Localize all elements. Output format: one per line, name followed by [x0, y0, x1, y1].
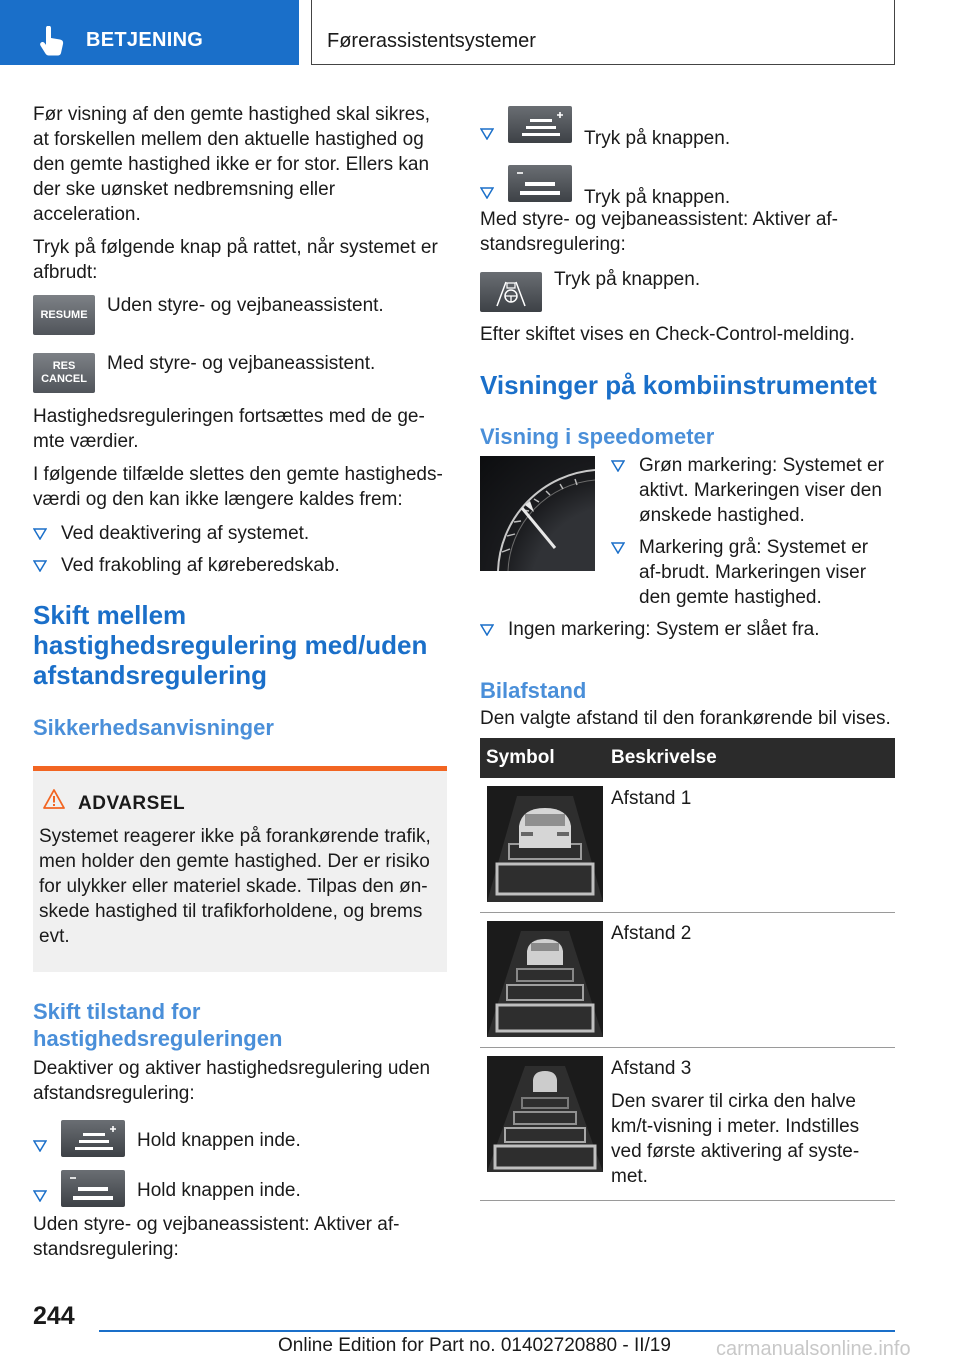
car-distance-2-icon	[487, 921, 603, 1037]
distance-1-desc: Afstand 1	[611, 778, 895, 913]
distance-2-symbol	[480, 913, 611, 1048]
triangle-bullet-icon	[480, 128, 494, 140]
car-distance-1-icon	[487, 786, 603, 902]
col-symbol-header: Symbol	[480, 738, 611, 778]
warning-triangle-icon	[43, 789, 65, 809]
press-row-1	[480, 106, 895, 151]
paragraph: Hastighedsreguleringen fortsættes med de ge-mte værdier.	[33, 406, 425, 452]
paragraph: Den valgte afstand til den forankørende bil vises.	[480, 708, 891, 729]
subsection-heading: Skift tilstand for hastighedsreguleringen	[33, 999, 283, 1051]
list-item: Markering grå: Systemet er af-brudt. Markeringen viser den gemte hastighed.	[611, 535, 895, 610]
distance-table	[480, 738, 895, 1201]
edition-text: Online Edition for Part no. 01402720880 - II/19	[278, 1335, 671, 1356]
paragraph: Efter skiftet vises en Check-Control-melding.	[480, 324, 855, 345]
speedometer-block	[480, 456, 895, 610]
triangle-bullet-icon	[33, 528, 47, 540]
press-row-2	[480, 165, 895, 210]
paragraph: Tryk på følgende knap på rattet, når systemet er afbrudt:	[33, 237, 438, 283]
page-number: 244	[33, 1302, 75, 1330]
table-header-row	[480, 738, 895, 778]
list-item: Ved frakobling af køreberedskab.	[33, 553, 447, 578]
triangle-bullet-icon	[611, 542, 625, 554]
distance-1-symbol	[480, 778, 611, 913]
resume-label: Uden styre- og vejbaneassistent.	[107, 295, 384, 316]
paragraph: Med styre- og vejbaneassistent: Aktiver af-standsregulering:	[480, 209, 838, 255]
rescancel-row	[33, 353, 447, 393]
distance-plus-key-icon	[61, 1120, 125, 1157]
left-column	[33, 102, 447, 1262]
section-heading: Visninger på kombiinstrumentet	[480, 370, 877, 400]
paragraph: I følgende tilfælde slettes den gemte hastigheds-værdi og den kan ikke længere kaldes frem:	[33, 464, 443, 510]
footer-divider	[99, 1330, 895, 1332]
table-row	[480, 778, 895, 913]
speedometer-image	[480, 456, 595, 571]
press-label: Tryk på knappen.	[584, 187, 731, 208]
section-tab	[0, 0, 299, 65]
distance-minus-key-icon	[61, 1170, 125, 1207]
paragraph: Deaktiver og aktiver hastighedsregulering uden afstandsregulering:	[33, 1058, 431, 1104]
triangle-bullet-icon	[480, 187, 494, 199]
subsection-heading: Bilafstand	[480, 678, 587, 703]
resume-button-image: RESUME	[33, 295, 95, 335]
driving-assistant-key-icon	[480, 272, 542, 312]
distance-3-symbol	[480, 1048, 611, 1201]
speedo-bullets	[611, 453, 895, 610]
section-label: BETJENING	[86, 29, 204, 51]
subsection-heading: Visning i speedometer	[480, 424, 715, 449]
right-column	[480, 106, 895, 1201]
triangle-bullet-icon	[33, 1140, 47, 1152]
warning-box	[33, 766, 447, 972]
triangle-bullet-icon	[480, 624, 494, 636]
paragraph: Uden styre- og vejbaneassistent: Aktiver af-standsregulering:	[33, 1214, 400, 1260]
subsection-heading: Sikkerhedsanvisninger	[33, 715, 274, 740]
press-row-3	[480, 269, 895, 312]
resume-row	[33, 295, 447, 335]
section-heading: Skift mellem hastighedsregulering med/uden afstandsregulering	[33, 600, 428, 690]
distance-3-desc: Afstand 3 Den svarer til cirka den halve km/t-visning i meter. Indstilles ved første aktivering af syste-met.	[611, 1048, 895, 1201]
distance-2-desc: Afstand 2	[611, 913, 895, 1048]
res-cancel-button-image: RES CANCEL	[33, 353, 95, 393]
hold-row-2	[33, 1170, 447, 1207]
triangle-bullet-icon	[33, 560, 47, 572]
press-label: Tryk på knappen.	[554, 269, 701, 290]
rescancel-label: Med styre- og vejbaneassistent.	[107, 353, 376, 374]
table-row	[480, 1048, 895, 1201]
col-desc-header: Beskrivelse	[611, 738, 895, 778]
hold-label: Hold knappen inde.	[137, 1180, 301, 1201]
distance-plus-key-icon	[508, 106, 572, 143]
list-item: Ved deaktivering af systemet.	[33, 521, 447, 546]
car-distance-3-icon	[487, 1056, 603, 1172]
distance-minus-key-icon	[508, 165, 572, 202]
hold-row-1	[33, 1120, 447, 1157]
triangle-bullet-icon	[33, 1190, 47, 1202]
hand-pointer-icon	[38, 26, 66, 56]
watermark: carmanualsonline.info	[716, 1338, 911, 1360]
table-row	[480, 913, 895, 1048]
warning-text: Systemet reagerer ikke på forankørende trafik, men holder den gemte hastighed. Der er risiko for ulykker eller materiel skade. Tilpas den øn-skede hastighed til trafikforholdene, og brems evt.	[39, 826, 431, 947]
list-item: Grøn markering: Systemet er aktivt. Markeringen viser den ønskede hastighed.	[611, 453, 895, 528]
list-item: Ingen markering: System er slået fra.	[480, 617, 895, 642]
triangle-bullet-icon	[611, 460, 625, 472]
chapter-header	[311, 0, 895, 65]
hold-label: Hold knappen inde.	[137, 1130, 301, 1151]
chapter-title: Førerassistentsystemer	[327, 30, 536, 52]
press-label: Tryk på knappen.	[584, 128, 731, 149]
paragraph: Før visning af den gemte hastighed skal sikres, at forskellen mellem den aktuelle hastighed og den gemte hastighed ikke er for stor. Ellers kan der ske uønsket nedbremsning eller acceleration.	[33, 104, 431, 225]
warning-title: ADVARSEL	[78, 793, 186, 814]
